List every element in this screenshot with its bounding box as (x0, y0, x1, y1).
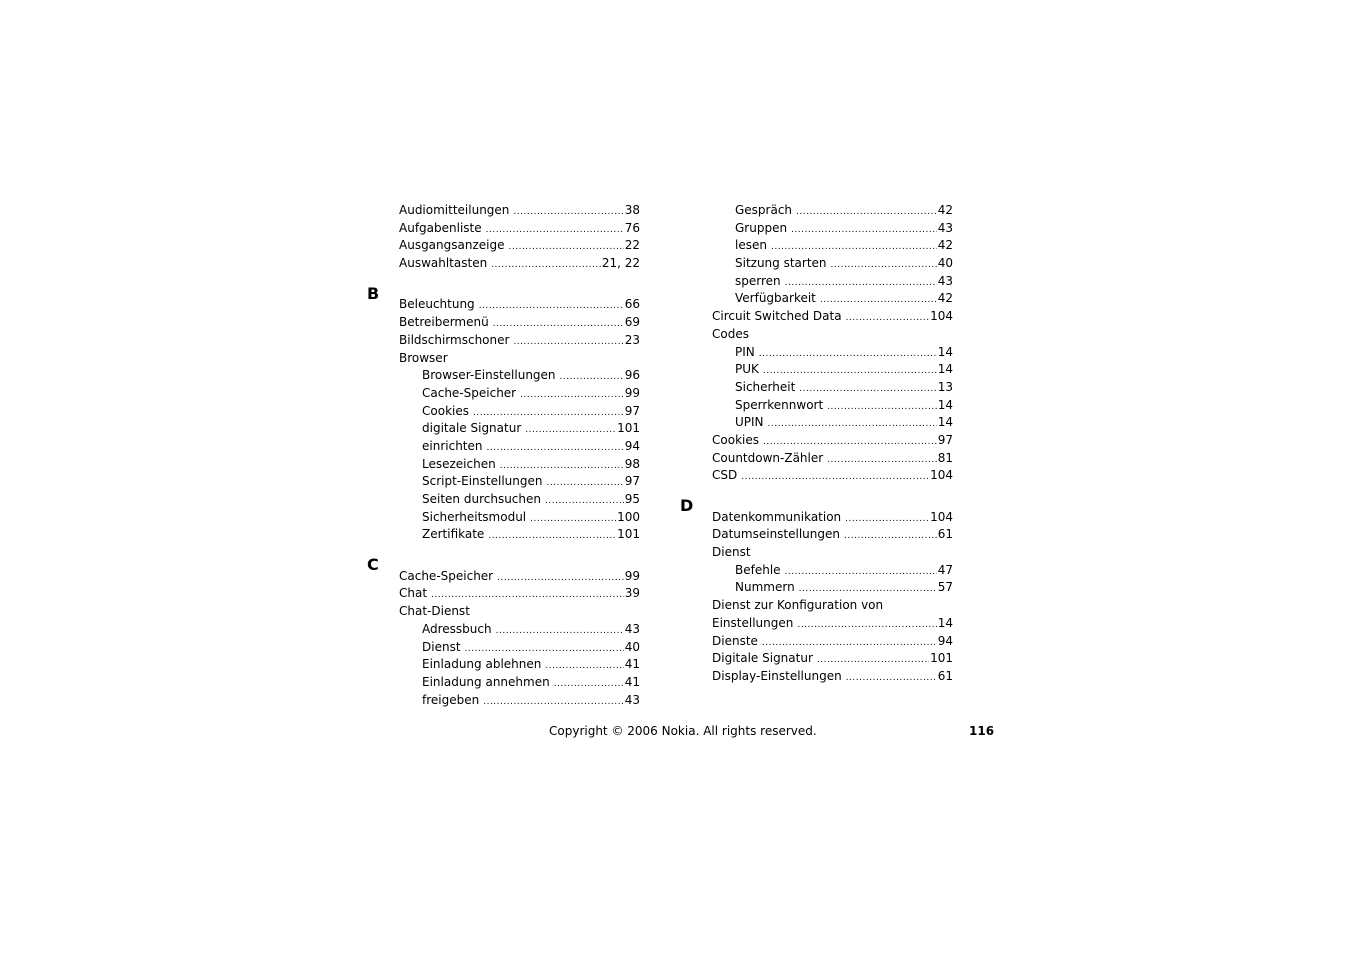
index-entry-page: 100 (617, 509, 640, 524)
index-entry-page: 42 (937, 291, 953, 306)
dot-leader (497, 570, 624, 588)
index-entry-page: 101 (617, 421, 640, 436)
index-entry-codes (712, 326, 953, 344)
index-entry-lesezeichen (399, 456, 640, 474)
index-entry-einrichten (399, 438, 640, 456)
index-entry-page: 96 (624, 368, 640, 383)
index-entry-audiomitteilungen (399, 202, 640, 220)
index-entry-display-einstellungen (712, 668, 953, 686)
index-entry-page: 14 (937, 397, 953, 412)
index-entry-auswahltasten (399, 255, 640, 273)
index-entry-page: 42 (937, 238, 953, 253)
dot-leader (545, 658, 623, 676)
dot-leader (791, 222, 937, 240)
index-entry-page: 23 (624, 332, 640, 347)
dot-leader (846, 670, 937, 688)
index-entry-label: einrichten (422, 438, 483, 453)
dot-leader (530, 511, 616, 529)
dot-leader (741, 469, 929, 487)
index-section-heading (680, 491, 953, 515)
index-entry-page: 41 (624, 674, 640, 689)
dot-leader (554, 676, 624, 694)
index-entry-page: 40 (624, 639, 640, 654)
dot-leader (768, 416, 937, 434)
index-entry-page: 57 (937, 580, 953, 595)
index-entry-pin (712, 344, 953, 362)
index-entry-page: 69 (624, 315, 640, 330)
index-entry-label: Befehle (735, 562, 781, 577)
index-entry-page: 38 (624, 203, 640, 217)
index-entry-page: 43 (624, 692, 640, 707)
index-entry-dienste (712, 633, 953, 651)
index-entry-cache-speicher (399, 385, 640, 403)
dot-leader (797, 617, 936, 635)
index-entry-einstellungen (712, 615, 953, 633)
index-entry-label: Datenkommunikation (712, 509, 842, 524)
index-entry-chat (399, 585, 640, 603)
index-entry-betreibermenue (399, 314, 640, 332)
index-entry-label: Verfügbarkeit (735, 291, 816, 306)
dot-leader (491, 257, 601, 275)
index-entry-sitzung-starten (712, 255, 953, 273)
index-entry-page: 66 (624, 297, 640, 312)
index-entry-page: 41 (624, 657, 640, 672)
index-entry-page: 14 (937, 362, 953, 377)
index-entry-label: Gruppen (735, 220, 788, 235)
index-entry-label: Display-Einstellungen (712, 668, 842, 683)
index-entry-label: Cookies (712, 432, 759, 447)
index-entry-page: 43 (937, 220, 953, 235)
index-entry-label: Dienst (712, 545, 751, 560)
index-entry-label: Sicherheitsmodul (422, 509, 527, 524)
index-entry-adressbuch (399, 621, 640, 639)
index-entry-page: 97 (624, 474, 640, 489)
index-entry-page: 61 (937, 668, 953, 683)
dot-leader (827, 399, 937, 417)
index-entry-page: 61 (937, 527, 953, 542)
index-entry-label: Audiomitteilungen (399, 203, 510, 217)
copyright-notice: Copyright © 2006 Nokia. All rights reserved. (549, 724, 817, 738)
index-entry-label: Dienst (422, 639, 461, 654)
index-entry-page: 104 (930, 309, 953, 324)
index-entry-beleuchtung (399, 296, 640, 314)
index-entry-page: 42 (937, 203, 953, 217)
index-entry-sicherheitsmodul (399, 509, 640, 527)
dot-leader (546, 475, 623, 493)
index-entry-page: 76 (624, 220, 640, 235)
index-entry-gespraech (712, 202, 953, 220)
index-entry-label: Seiten durchsuchen (422, 492, 541, 506)
index-entry-page: 39 (624, 586, 640, 601)
index-entry-label: lesen (735, 238, 767, 253)
index-entry-puk (712, 361, 953, 379)
dot-leader (493, 316, 624, 334)
index-entry-label: Chat (399, 586, 428, 601)
dot-leader (486, 222, 624, 240)
index-entry-label: Browser-Einstellungen (422, 368, 556, 383)
index-entry-page: 97 (624, 403, 640, 418)
dot-leader (831, 257, 937, 275)
index-entry-page: 101 (930, 651, 953, 666)
dot-leader (844, 528, 937, 546)
index-entry-label: Bildschirmschoner (399, 332, 510, 347)
index-entry-label: Gespräch (735, 203, 793, 217)
index-entry-freigeben (399, 692, 640, 710)
index-entry-datumseinstellungen (712, 526, 953, 544)
index-entry-aufgabenliste (399, 220, 640, 238)
index-entry-label: Sicherheit (735, 379, 796, 394)
index-entry-seiten-durchsuchen (399, 491, 640, 509)
index-entry-label: Dienst zur Konfiguration von (712, 598, 884, 613)
index-entry-label: Script-Einstellungen (422, 474, 543, 489)
dot-leader (513, 204, 623, 222)
index-entry-label: CSD (712, 468, 738, 483)
index-entry-label: freigeben (422, 692, 480, 707)
index-entry-label: Chat-Dienst (399, 604, 470, 619)
index-entry-label: Dienste (712, 633, 758, 648)
index-entry-zertifikate (399, 526, 640, 544)
index-section-heading (367, 550, 640, 575)
index-entry-page: 14 (937, 344, 953, 359)
dot-leader (785, 564, 937, 582)
index-entry-label: Cache-Speicher (422, 385, 517, 400)
index-entry-label: Einladung ablehnen (422, 657, 542, 672)
index-entry-label: sperren (735, 273, 781, 288)
index-entry-label: PUK (735, 362, 759, 377)
index-entry-label: Aufgabenliste (399, 220, 482, 235)
index-entry-circuit-switched-data (712, 308, 953, 326)
dot-leader (560, 369, 624, 387)
index-entry-chat-dienst (399, 603, 640, 621)
index-entry-label: Sitzung starten (735, 256, 827, 271)
index-entry-label: Betreibermenü (399, 315, 489, 330)
index-entry-script-einstellungen (399, 473, 640, 491)
index-entry-lesen (712, 237, 953, 255)
dot-leader (845, 511, 929, 529)
index-entry-datenkommunikation (712, 509, 953, 527)
index-entry-page: 40 (937, 256, 953, 271)
index-entry-dienst (712, 544, 953, 562)
page-number: 116 (969, 724, 995, 738)
index-entry-page: 13 (937, 379, 953, 394)
index-entry-label: Sperrkennwort (735, 397, 824, 412)
index-entry-page: 104 (930, 509, 953, 524)
index-entry-einladung-annehmen (399, 674, 640, 692)
index-entry-label: UPIN (735, 415, 764, 430)
index-entry-label: Cookies (422, 403, 469, 418)
index-entry-page: 21, 22 (601, 256, 640, 271)
index-entry-page: 97 (937, 432, 953, 447)
index-entry-page: 47 (937, 562, 953, 577)
index-entry-befehle (712, 562, 953, 580)
index-entry-csd (712, 467, 953, 485)
index-entry-label: Cache-Speicher (399, 568, 494, 583)
index-entry-cache-speicher (399, 568, 640, 586)
index-entry-digitale-signatur (399, 420, 640, 438)
index-entry-page: 99 (624, 385, 640, 400)
index-entry-label: Ausgangsanzeige (399, 238, 505, 253)
index-entry-page: 95 (624, 492, 640, 506)
index-entry-page: 43 (937, 273, 953, 288)
index-entry-label: PIN (735, 344, 755, 359)
section-letter-b: B (367, 283, 380, 303)
index-entry-cookies (399, 403, 640, 421)
index-entry-cookies (712, 432, 953, 450)
index-entry-page: 104 (930, 468, 953, 483)
index-entry-label: Digitale Signatur (712, 651, 813, 666)
index-entry-label: Datumseinstellungen (712, 527, 840, 542)
index-column-left (367, 202, 640, 709)
index-entry-einladung-ablehnen (399, 656, 640, 674)
dot-leader (827, 452, 937, 470)
index-entry-page: 14 (937, 415, 953, 430)
index-entry-browser-einstellungen (399, 367, 640, 385)
index-entry-label: Codes (712, 326, 749, 341)
index-entry-page: 43 (624, 621, 640, 636)
dot-leader (525, 422, 616, 440)
index-entry-digitale-signatur (712, 650, 953, 668)
dot-leader (513, 334, 623, 352)
index-entry-label: Lesezeichen (422, 456, 496, 471)
index-entry-verfuegbarkeit (712, 290, 953, 308)
index-entry-label: Einstellungen (712, 615, 794, 630)
index-entry-page: 22 (624, 238, 640, 253)
dot-leader (846, 310, 930, 328)
index-entry-label: Nummern (735, 580, 795, 595)
dot-leader (545, 493, 624, 511)
index-entry-nummern (712, 579, 953, 597)
dot-leader (487, 440, 624, 458)
section-letter-c: C (367, 555, 379, 575)
index-entry-label: digitale Signatur (422, 421, 522, 436)
index-entry-label: Beleuchtung (399, 297, 475, 312)
index-entry-label: Einladung annehmen (422, 674, 550, 689)
index-entry-page: 99 (624, 568, 640, 583)
index-entry-label: Adressbuch (422, 621, 492, 636)
index-entry-page: 94 (624, 438, 640, 453)
index-section-heading (367, 279, 640, 303)
index-entry-label: Auswahltasten (399, 256, 488, 271)
dot-leader (483, 694, 624, 712)
index-entry-label: Circuit Switched Data (712, 309, 842, 324)
index-entry-countdown-zaehler (712, 450, 953, 468)
dot-leader (796, 204, 937, 222)
index-column-right (680, 202, 953, 686)
section-letter-d: D (680, 496, 694, 515)
index-entry-bildschirmschoner (399, 332, 640, 350)
index-entry-label: Browser (399, 350, 448, 365)
index-entry-upin (712, 414, 953, 432)
index-entry-browser (399, 350, 640, 368)
dot-leader (520, 387, 624, 405)
index-entry-sperren (712, 273, 953, 291)
index-entry-page: 94 (937, 633, 953, 648)
index-entry-page: 81 (937, 450, 953, 465)
index-entry-gruppen (712, 220, 953, 238)
index-entry-page: 98 (624, 456, 640, 471)
dot-leader (479, 298, 624, 316)
index-entry-page: 14 (937, 615, 953, 630)
dot-leader (496, 623, 624, 641)
index-entry-label: Zertifikate (422, 527, 485, 542)
index-entry-dienst-zur-konfiguration-von (712, 597, 953, 615)
index-entry-sperrkennwort (712, 397, 953, 415)
index-entry-label: Countdown-Zähler (712, 450, 824, 465)
index-entry-dienst (399, 639, 640, 657)
index-entry-sicherheit (712, 379, 953, 397)
dot-leader (759, 346, 937, 364)
dot-leader (488, 528, 616, 546)
index-entry-page: 101 (617, 527, 640, 542)
index-entry-ausgangsanzeige (399, 237, 640, 255)
